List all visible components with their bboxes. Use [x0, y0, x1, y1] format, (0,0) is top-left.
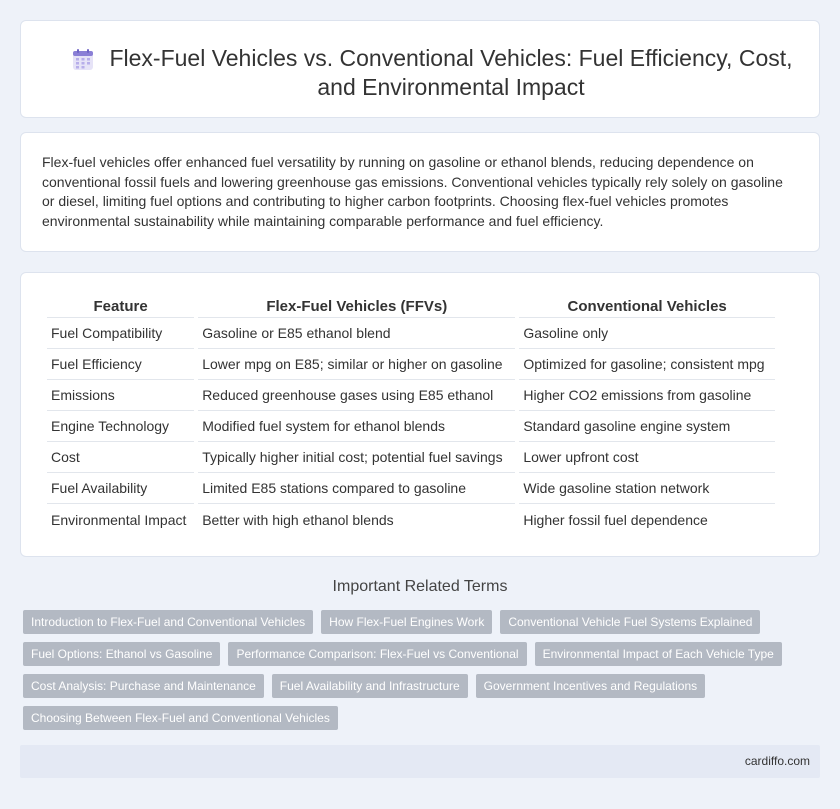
page-title: Flex-Fuel Vehicles vs. Conventional Vehicles: Fuel Efficiency, Cost, and Environmental Impact	[109, 45, 793, 100]
table-cell: Standard gasoline engine system	[519, 411, 775, 442]
table-cell: Higher fossil fuel dependence	[523, 511, 708, 528]
related-term-tag[interactable]: Environmental Impact of Each Vehicle Type	[535, 642, 782, 666]
table-cell: Better with high ethanol blends	[202, 511, 394, 528]
calendar-icon	[71, 48, 95, 72]
table-cell: Wide gasoline station network	[519, 473, 775, 504]
table-header-row	[47, 294, 775, 318]
column-header-feature: Feature	[47, 294, 194, 318]
table-cell: Fuel Efficiency	[47, 349, 194, 380]
column-header-ffv: Flex-Fuel Vehicles (FFVs)	[198, 294, 515, 318]
footer-site-link[interactable]: cardiffo.com	[744, 754, 810, 768]
related-term-tag[interactable]: How Flex-Fuel Engines Work	[321, 610, 492, 634]
table-cell: Fuel Compatibility	[47, 318, 194, 349]
table-cell: Emissions	[47, 380, 194, 411]
table-cell: Gasoline or E85 ethanol blend	[198, 318, 515, 349]
table-cell: Lower mpg on E85; similar or higher on gasoline	[198, 349, 515, 380]
summary-card	[20, 132, 820, 252]
table-row	[47, 318, 775, 349]
table-row	[47, 349, 775, 380]
footer	[20, 745, 820, 778]
table-row	[47, 411, 775, 442]
table-cell: Modified fuel system for ethanol blends	[198, 411, 515, 442]
table-cell: Gasoline only	[519, 318, 775, 349]
table-cell: Typically higher initial cost; potential fuel savings	[198, 442, 515, 473]
related-terms-list	[23, 610, 783, 730]
table-row	[47, 504, 775, 535]
related-term-tag[interactable]: Introduction to Flex-Fuel and Conventional Vehicles	[23, 610, 313, 634]
related-term-tag[interactable]: Government Incentives and Regulations	[476, 674, 705, 698]
related-term-tag[interactable]: Choosing Between Flex-Fuel and Conventional Vehicles	[23, 706, 338, 730]
table-cell: Higher CO2 emissions from gasoline	[519, 380, 775, 411]
comparison-card	[20, 272, 820, 557]
table-cell: Limited E85 stations compared to gasoline	[198, 473, 515, 504]
table-cell: Lower upfront cost	[519, 442, 775, 473]
table-cell: Environmental Impact	[51, 511, 187, 528]
table-row	[47, 442, 775, 473]
table-cell: Engine Technology	[47, 411, 194, 442]
table-cell: Reduced greenhouse gases using E85 ethanol	[198, 380, 515, 411]
related-term-tag[interactable]: Conventional Vehicle Fuel Systems Explained	[500, 610, 760, 634]
related-terms-title: Important Related Terms	[332, 578, 508, 595]
related-term-tag[interactable]: Fuel Availability and Infrastructure	[272, 674, 468, 698]
table-cell: Cost	[47, 442, 194, 473]
table-cell: Optimized for gasoline; consistent mpg	[519, 349, 775, 380]
table-row	[47, 473, 775, 504]
title-card	[20, 20, 820, 118]
comparison-table	[43, 294, 779, 535]
related-term-tag[interactable]: Cost Analysis: Purchase and Maintenance	[23, 674, 264, 698]
related-term-tag[interactable]: Performance Comparison: Flex-Fuel vs Conventional	[228, 642, 526, 666]
table-cell: Fuel Availability	[47, 473, 194, 504]
table-row	[47, 380, 775, 411]
column-header-conventional: Conventional Vehicles	[519, 294, 775, 318]
summary-text: Flex-fuel vehicles offer enhanced fuel versatility by running on gasoline or ethanol blends, reducing dependence on conventional fossil fuels and lowering greenhouse gas emissions. Conventional vehicles typically rely solely on gasoline or diesel, limiting fuel options and contributing to higher carbon footprints. Choosing flex-fuel vehicles promotes environmental sustainability while maintaining comparable performance and fuel efficiency.	[42, 154, 783, 229]
related-term-tag[interactable]: Fuel Options: Ethanol vs Gasoline	[23, 642, 220, 666]
